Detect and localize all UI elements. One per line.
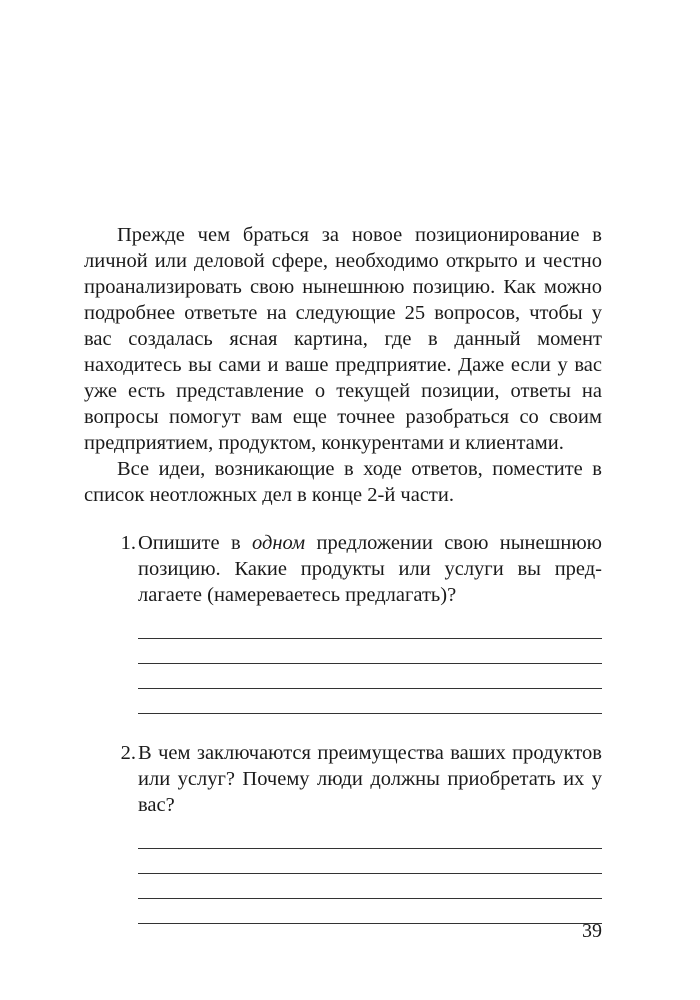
page-content (84, 222, 602, 924)
answer-line[interactable] (138, 874, 602, 899)
question-number: 1. (120, 532, 136, 554)
page-number: 39 (582, 920, 602, 942)
question-text: В чем заключаются преимущества ваших продуктов или услуг? Почему люди должны приобретать их у вас? (138, 742, 602, 816)
answer-line[interactable] (138, 664, 602, 689)
intro-paragraph: Прежде чем браться за новое позиционирование в личной или деловой сфере, необходимо открыто и честно проанализировать свою нынешнюю позицию. Как можно подробнее ответьте на следующие 25 вопросов, чтобы у вас создалась ясная картина, где в данный момент находитесь вы сами и ваше предприятие. Даже если у вас уже есть представление о текущей позиции, ответы на вопросы помогут вам еще точнее разобраться со своим предприятием, продуктом, конкурентами и клиентами. (84, 224, 602, 454)
question-number: 2. (120, 742, 136, 764)
answer-lines-2 (138, 824, 602, 924)
emphasized-word: одном (252, 532, 306, 554)
answer-line[interactable] (138, 824, 602, 849)
answer-lines-1 (138, 614, 602, 714)
answer-line[interactable] (138, 849, 602, 874)
answer-line[interactable] (138, 689, 602, 714)
instruction-paragraph: Все идеи, возникающие в ходе ответов, поместите в список неотложных дел в конце 2-й части. (84, 458, 602, 506)
answer-line[interactable] (138, 614, 602, 639)
question-text: Опишите в одном предложении свою нынешнюю позицию. Какие продукты или услуги вы предлагаете (намереваетесь предлагать)? (138, 532, 602, 606)
question-2 (84, 740, 602, 818)
question-1 (84, 530, 602, 608)
answer-line[interactable] (138, 639, 602, 664)
answer-line[interactable] (138, 899, 602, 924)
